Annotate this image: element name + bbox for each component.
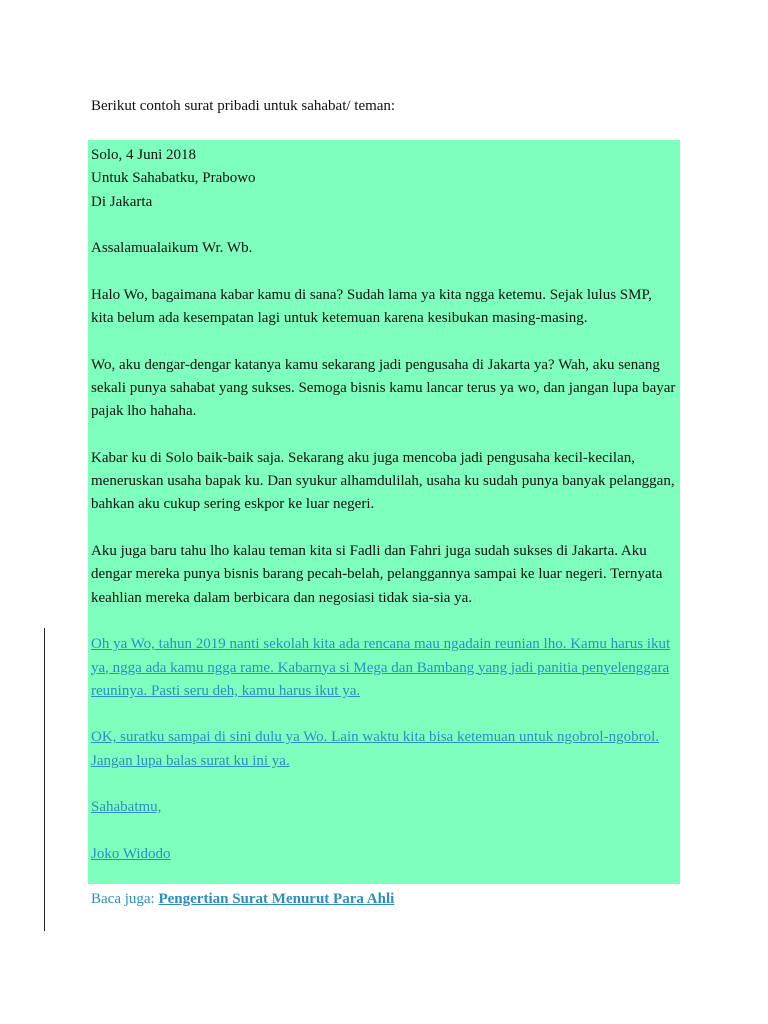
letter-recipient: Untuk Sahabatku, Prabowo	[91, 170, 256, 187]
spacer	[91, 703, 677, 726]
paragraph-2-line-3: pajak lho hahaha.	[91, 403, 197, 420]
letter-date: Solo, 4 Juni 2018	[91, 147, 197, 163]
intro-text: Berikut contoh surat pribadi untuk sahabat/ teman:	[91, 98, 396, 114]
spacer	[91, 517, 677, 540]
spacer	[91, 820, 677, 843]
paragraph-5-link-1[interactable]: Oh ya Wo, tahun 2019 nanti sekolah kita ada rencana mau ngadain reunian lho. Kamu harus ikut	[91, 636, 671, 653]
paragraph-1-line-2: kita belum ada kesempatan lagi untuk ketemuan karena kesibukan masing-masing.	[91, 310, 588, 327]
letter-location: Di Jakarta	[91, 193, 153, 210]
paragraph-5-link-2[interactable]: ya, ngga ada kamu ngga rame. Kabarnya si Mega dan Bambang yang jadi panitia penyelenggara	[91, 659, 670, 676]
paragraph-2-line-2: sekali punya sahabat yang sukses. Semoga bisnis kamu lancar terus ya wo, dan jangan lupa bayar	[91, 379, 676, 396]
spacer	[91, 773, 677, 796]
paragraph-5-line-1[interactable]	[91, 633, 677, 656]
paragraph-6-link-2[interactable]: Jangan lupa balas surat ku ini ya.	[91, 752, 290, 769]
paragraph-5-line-2[interactable]	[91, 657, 677, 680]
spacer	[91, 260, 677, 283]
spacer	[91, 424, 677, 447]
paragraph-4-line-1: Aku juga baru tahu lho kalau teman kita si Fadli dan Fahri juga sudah sukses di Jakarta. Aku	[91, 543, 647, 560]
paragraph-4-line-2: dengar mereka punya bisnis barang pecah-belah, pelanggannya sampai ke luar negeri. Ternyata	[91, 566, 663, 583]
closing-line[interactable]	[91, 796, 677, 819]
spacer	[91, 214, 677, 237]
baca-juga-link[interactable]: Pengertian Surat Menurut Para Ahli	[158, 891, 395, 907]
paragraph-5-line-3[interactable]	[91, 680, 677, 703]
paragraph-2-line-1: Wo, aku dengar-dengar katanya kamu sekarang jadi pengusaha di Jakarta ya? Wah, aku senang	[91, 356, 660, 373]
signature-line[interactable]	[91, 843, 677, 866]
letter-greeting: Assalamualaikum Wr. Wb.	[91, 240, 253, 257]
spacer	[91, 330, 677, 353]
paragraph-6-line-2[interactable]	[91, 750, 677, 773]
baca-juga	[91, 889, 394, 909]
spacer	[91, 610, 677, 633]
letter-box	[88, 140, 680, 884]
signature-link[interactable]: Joko Widodo	[91, 845, 171, 862]
paragraph-3-line-3: bahkan aku cukup sering eskpor ke luar negeri.	[91, 496, 375, 513]
paragraph-5-link-3[interactable]: reuninya. Pasti seru deh, kamu harus ikut ya.	[91, 682, 361, 699]
paragraph-6-link-1[interactable]: OK, suratku sampai di sini dulu ya Wo. Lain waktu kita bisa ketemuan untuk ngobrol-ngobrol.	[91, 729, 660, 746]
paragraph-3-line-2: meneruskan usaha bapak ku. Dan syukur alhamdulilah, usaha ku sudah punya banyak pelanggan,	[91, 473, 675, 490]
paragraph-4-line-3: keahlian mereka dalam berbicara dan negosiasi tidak sia-sia ya.	[91, 589, 473, 606]
paragraph-6-line-1[interactable]	[91, 726, 677, 749]
baca-juga-prefix: Baca juga:	[91, 891, 159, 907]
paragraph-3-line-1: Kabar ku di Solo baik-baik saja. Sekarang aku juga mencoba jadi pengusaha kecil-kecilan,	[91, 449, 635, 466]
margin-vertical-line	[44, 628, 45, 931]
closing-link[interactable]: Sahabatmu,	[91, 799, 162, 816]
paragraph-1-line-1: Halo Wo, bagaimana kabar kamu di sana? Sudah lama ya kita ngga ketemu. Sejak lulus SMP,	[91, 286, 652, 303]
